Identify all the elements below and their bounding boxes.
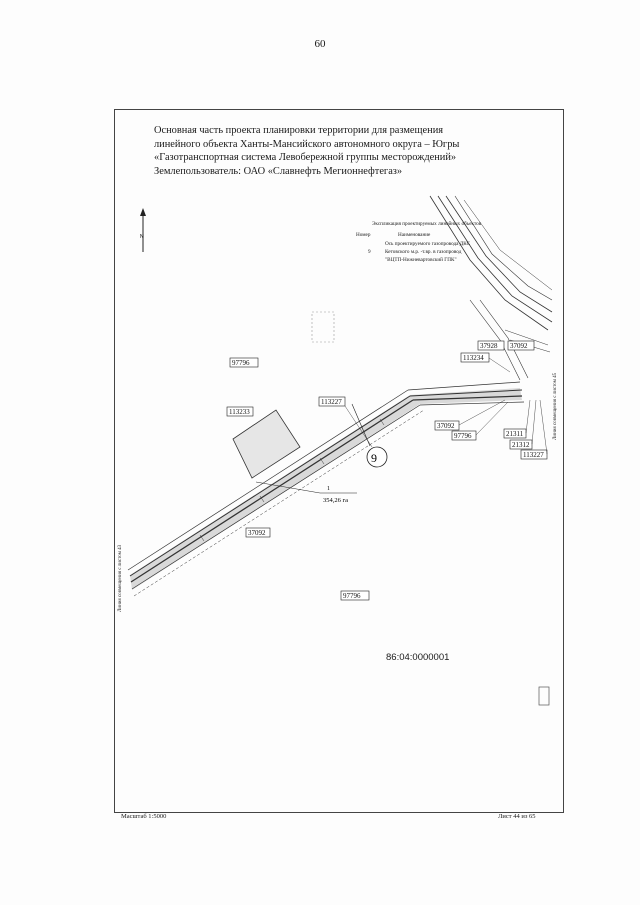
parcel-label: 37928 bbox=[480, 342, 498, 350]
parcel-label: 113234 bbox=[463, 354, 484, 362]
side-label-left: Линия совмещения с листом 43 bbox=[118, 544, 123, 612]
area-number: 1 bbox=[327, 486, 330, 492]
legend-row-number: 9 bbox=[368, 249, 371, 255]
title-line: Основная часть проекта планировки территории для размещения bbox=[154, 125, 444, 136]
legend-col-number: Номер bbox=[356, 232, 371, 238]
title-line: линейного объекта Ханты-Мансийского автономного округа – Югры bbox=[154, 138, 460, 150]
line-label-circle bbox=[367, 447, 387, 467]
legend-row-line: "ВЦТП-Нижневартовский ГПК" bbox=[385, 257, 457, 263]
legend-title: Экспликация проектируемых линейных объектов bbox=[372, 221, 482, 227]
legend-header-note: Ось проектируемого газопровода ДКС bbox=[385, 241, 471, 247]
parcel-label: 97796 bbox=[343, 592, 361, 600]
north-arrow-icon bbox=[140, 208, 146, 252]
legend-col-name: Наименование bbox=[398, 232, 431, 238]
parcel-label: 113227 bbox=[523, 451, 544, 459]
parcel-label: 37092 bbox=[437, 422, 455, 430]
parcel-label: 113227 bbox=[321, 398, 342, 406]
sheet-label: Лист 44 из 65 bbox=[498, 813, 536, 820]
parcel-outline bbox=[233, 410, 300, 478]
title-line: «Газотранспортная система Левобережной группы месторождений» bbox=[154, 152, 457, 163]
parcel-label: 21311 bbox=[506, 430, 524, 438]
side-label-right: Линия совмещения с листом 45 bbox=[553, 372, 558, 440]
dashed-area bbox=[312, 312, 334, 342]
small-structure bbox=[539, 687, 549, 705]
page-number: 60 bbox=[314, 38, 326, 50]
parcel-label: 97796 bbox=[232, 359, 250, 367]
parcel-label: 37092 bbox=[248, 529, 266, 537]
parcel-label: 37092 bbox=[510, 342, 528, 350]
svg-text:N: N bbox=[140, 234, 144, 240]
title-line: Землепользователь: ОАО «Славнефть Мегионнефтегаз» bbox=[154, 165, 403, 177]
parcel-label: 21312 bbox=[512, 441, 530, 449]
scale-label: Масштаб 1:5000 bbox=[121, 813, 167, 820]
cadastral-number: 86:04:0000001 bbox=[386, 652, 450, 663]
line-label: 9 bbox=[371, 451, 377, 465]
parcel-label: 97796 bbox=[454, 432, 472, 440]
parcel-label: 113233 bbox=[229, 408, 250, 416]
area-value: 354,26 га bbox=[323, 497, 349, 504]
pipeline-corridor bbox=[128, 196, 552, 596]
legend-row-line: Кетовского м.р. -т.вр. в газопровод bbox=[385, 249, 462, 255]
